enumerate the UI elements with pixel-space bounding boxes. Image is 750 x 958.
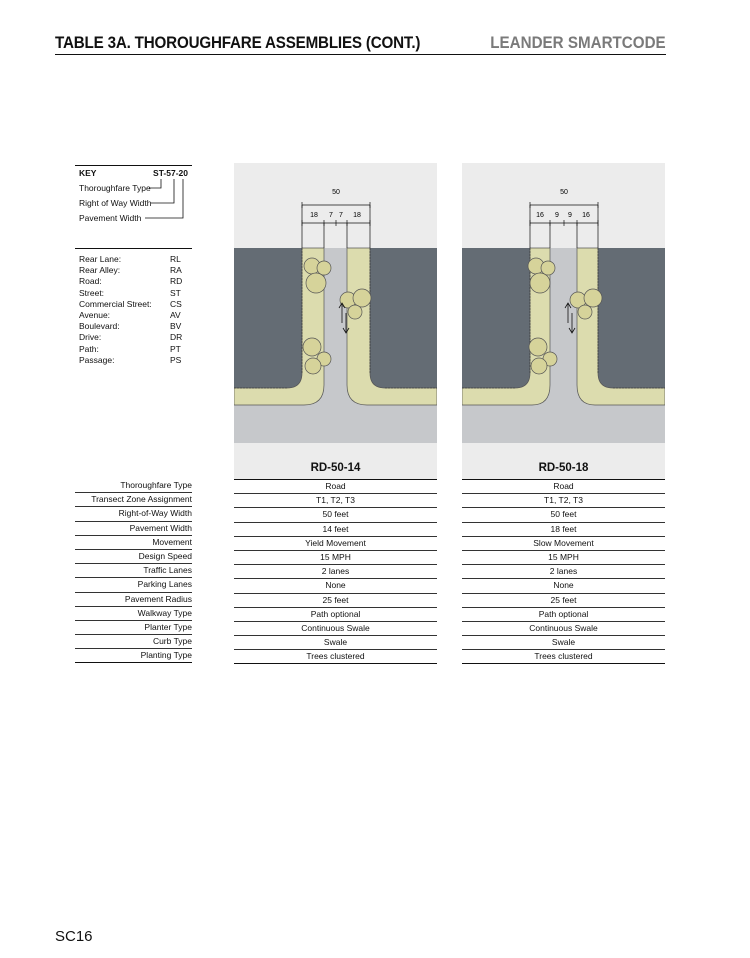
value-cell: 14 feet — [234, 523, 437, 537]
value-cell: None — [234, 579, 437, 593]
row-label: Design Speed — [75, 550, 192, 564]
key-leader-lines — [75, 165, 192, 225]
row-label: Pavement Width — [75, 522, 192, 536]
assembly-values — [462, 480, 665, 664]
table-title: TABLE 3A. THOROUGHFARE ASSEMBLIES (CONT.) — [55, 34, 421, 52]
page-header — [55, 34, 666, 55]
dim-part: 18 — [310, 212, 318, 219]
row-label: Planting Type — [75, 649, 192, 663]
plan-diagram — [234, 163, 437, 443]
assembly-code: RD-50-14 — [234, 443, 437, 480]
value-cell: None — [462, 579, 665, 593]
value-cell: Road — [462, 480, 665, 494]
value-cell: Swale — [234, 636, 437, 650]
value-cell: T1, T2, T3 — [462, 494, 665, 508]
value-cell: Path optional — [234, 608, 437, 622]
assembly-rd-50-14 — [234, 163, 437, 664]
dim-part: 7 — [329, 212, 333, 219]
value-cell: 25 feet — [234, 594, 437, 608]
assembly-code: RD-50-18 — [462, 443, 665, 480]
list-item: Rear Alley: RA — [79, 265, 182, 276]
key-item-right-of-way: Right of Way Width — [79, 198, 152, 208]
key-legend — [75, 165, 192, 223]
value-cell: 50 feet — [234, 508, 437, 522]
brand-title: LEANDER SMARTCODE — [490, 34, 666, 52]
value-cell: Road — [234, 480, 437, 494]
value-cell: Swale — [462, 636, 665, 650]
list-item: Road: RD — [79, 276, 183, 287]
dim-part: 7 — [339, 212, 343, 219]
row-label: Movement — [75, 536, 192, 550]
value-cell: Continuous Swale — [462, 622, 665, 636]
row-label: Parking Lanes — [75, 578, 192, 592]
value-cell: Path optional — [462, 608, 665, 622]
value-cell: 2 lanes — [234, 565, 437, 579]
value-cell: Slow Movement — [462, 537, 665, 551]
dim-total: 50 — [332, 189, 340, 196]
list-item: Commercial Street: CS — [79, 298, 182, 309]
dim-part: 16 — [582, 212, 590, 219]
value-cell: 2 lanes — [462, 565, 665, 579]
abbreviation-list — [75, 248, 192, 366]
list-item: Avenue: AV — [79, 309, 181, 320]
list-item: Rear Lane: RL — [79, 254, 181, 264]
list-item: Drive: DR — [79, 332, 183, 343]
key-item-pavement-width: Pavement Width — [79, 213, 142, 223]
dim-total: 50 — [560, 189, 568, 196]
key-label: KEY — [79, 168, 97, 178]
value-cell: 18 feet — [462, 523, 665, 537]
value-cell: T1, T2, T3 — [234, 494, 437, 508]
page-number: SC16 — [55, 928, 93, 945]
list-item: Street: ST — [79, 287, 181, 298]
row-label: Thoroughfare Type — [75, 479, 192, 493]
dim-part: 16 — [536, 212, 544, 219]
row-labels — [75, 479, 192, 663]
key-item-thoroughfare-type: Thoroughfare Type — [79, 183, 151, 193]
row-label: Transect Zone Assignment — [75, 493, 192, 507]
dim-part: 9 — [568, 212, 572, 219]
assembly-rd-50-18 — [462, 163, 665, 664]
value-cell: 15 MPH — [462, 551, 665, 565]
value-cell: Yield Movement — [234, 537, 437, 551]
value-cell: 50 feet — [462, 508, 665, 522]
row-label: Planter Type — [75, 621, 192, 635]
value-cell: 15 MPH — [234, 551, 437, 565]
list-item: Boulevard: BV — [79, 321, 182, 332]
value-cell: Trees clustered — [234, 650, 437, 664]
dim-part: 9 — [555, 212, 559, 219]
dim-part: 18 — [353, 212, 361, 219]
plan-diagram — [462, 163, 665, 443]
value-cell: 25 feet — [462, 594, 665, 608]
assembly-values — [234, 480, 437, 664]
row-label: Curb Type — [75, 635, 192, 649]
list-item: Path: PT — [79, 343, 181, 354]
row-label: Walkway Type — [75, 607, 192, 621]
row-label: Traffic Lanes — [75, 564, 192, 578]
list-item: Passage: PS — [79, 354, 182, 365]
value-cell: Continuous Swale — [234, 622, 437, 636]
row-label: Pavement Radius — [75, 593, 192, 607]
value-cell: Trees clustered — [462, 650, 665, 664]
key-example-code: ST-57-20 — [153, 168, 188, 178]
row-label: Right-of-Way Width — [75, 507, 192, 521]
